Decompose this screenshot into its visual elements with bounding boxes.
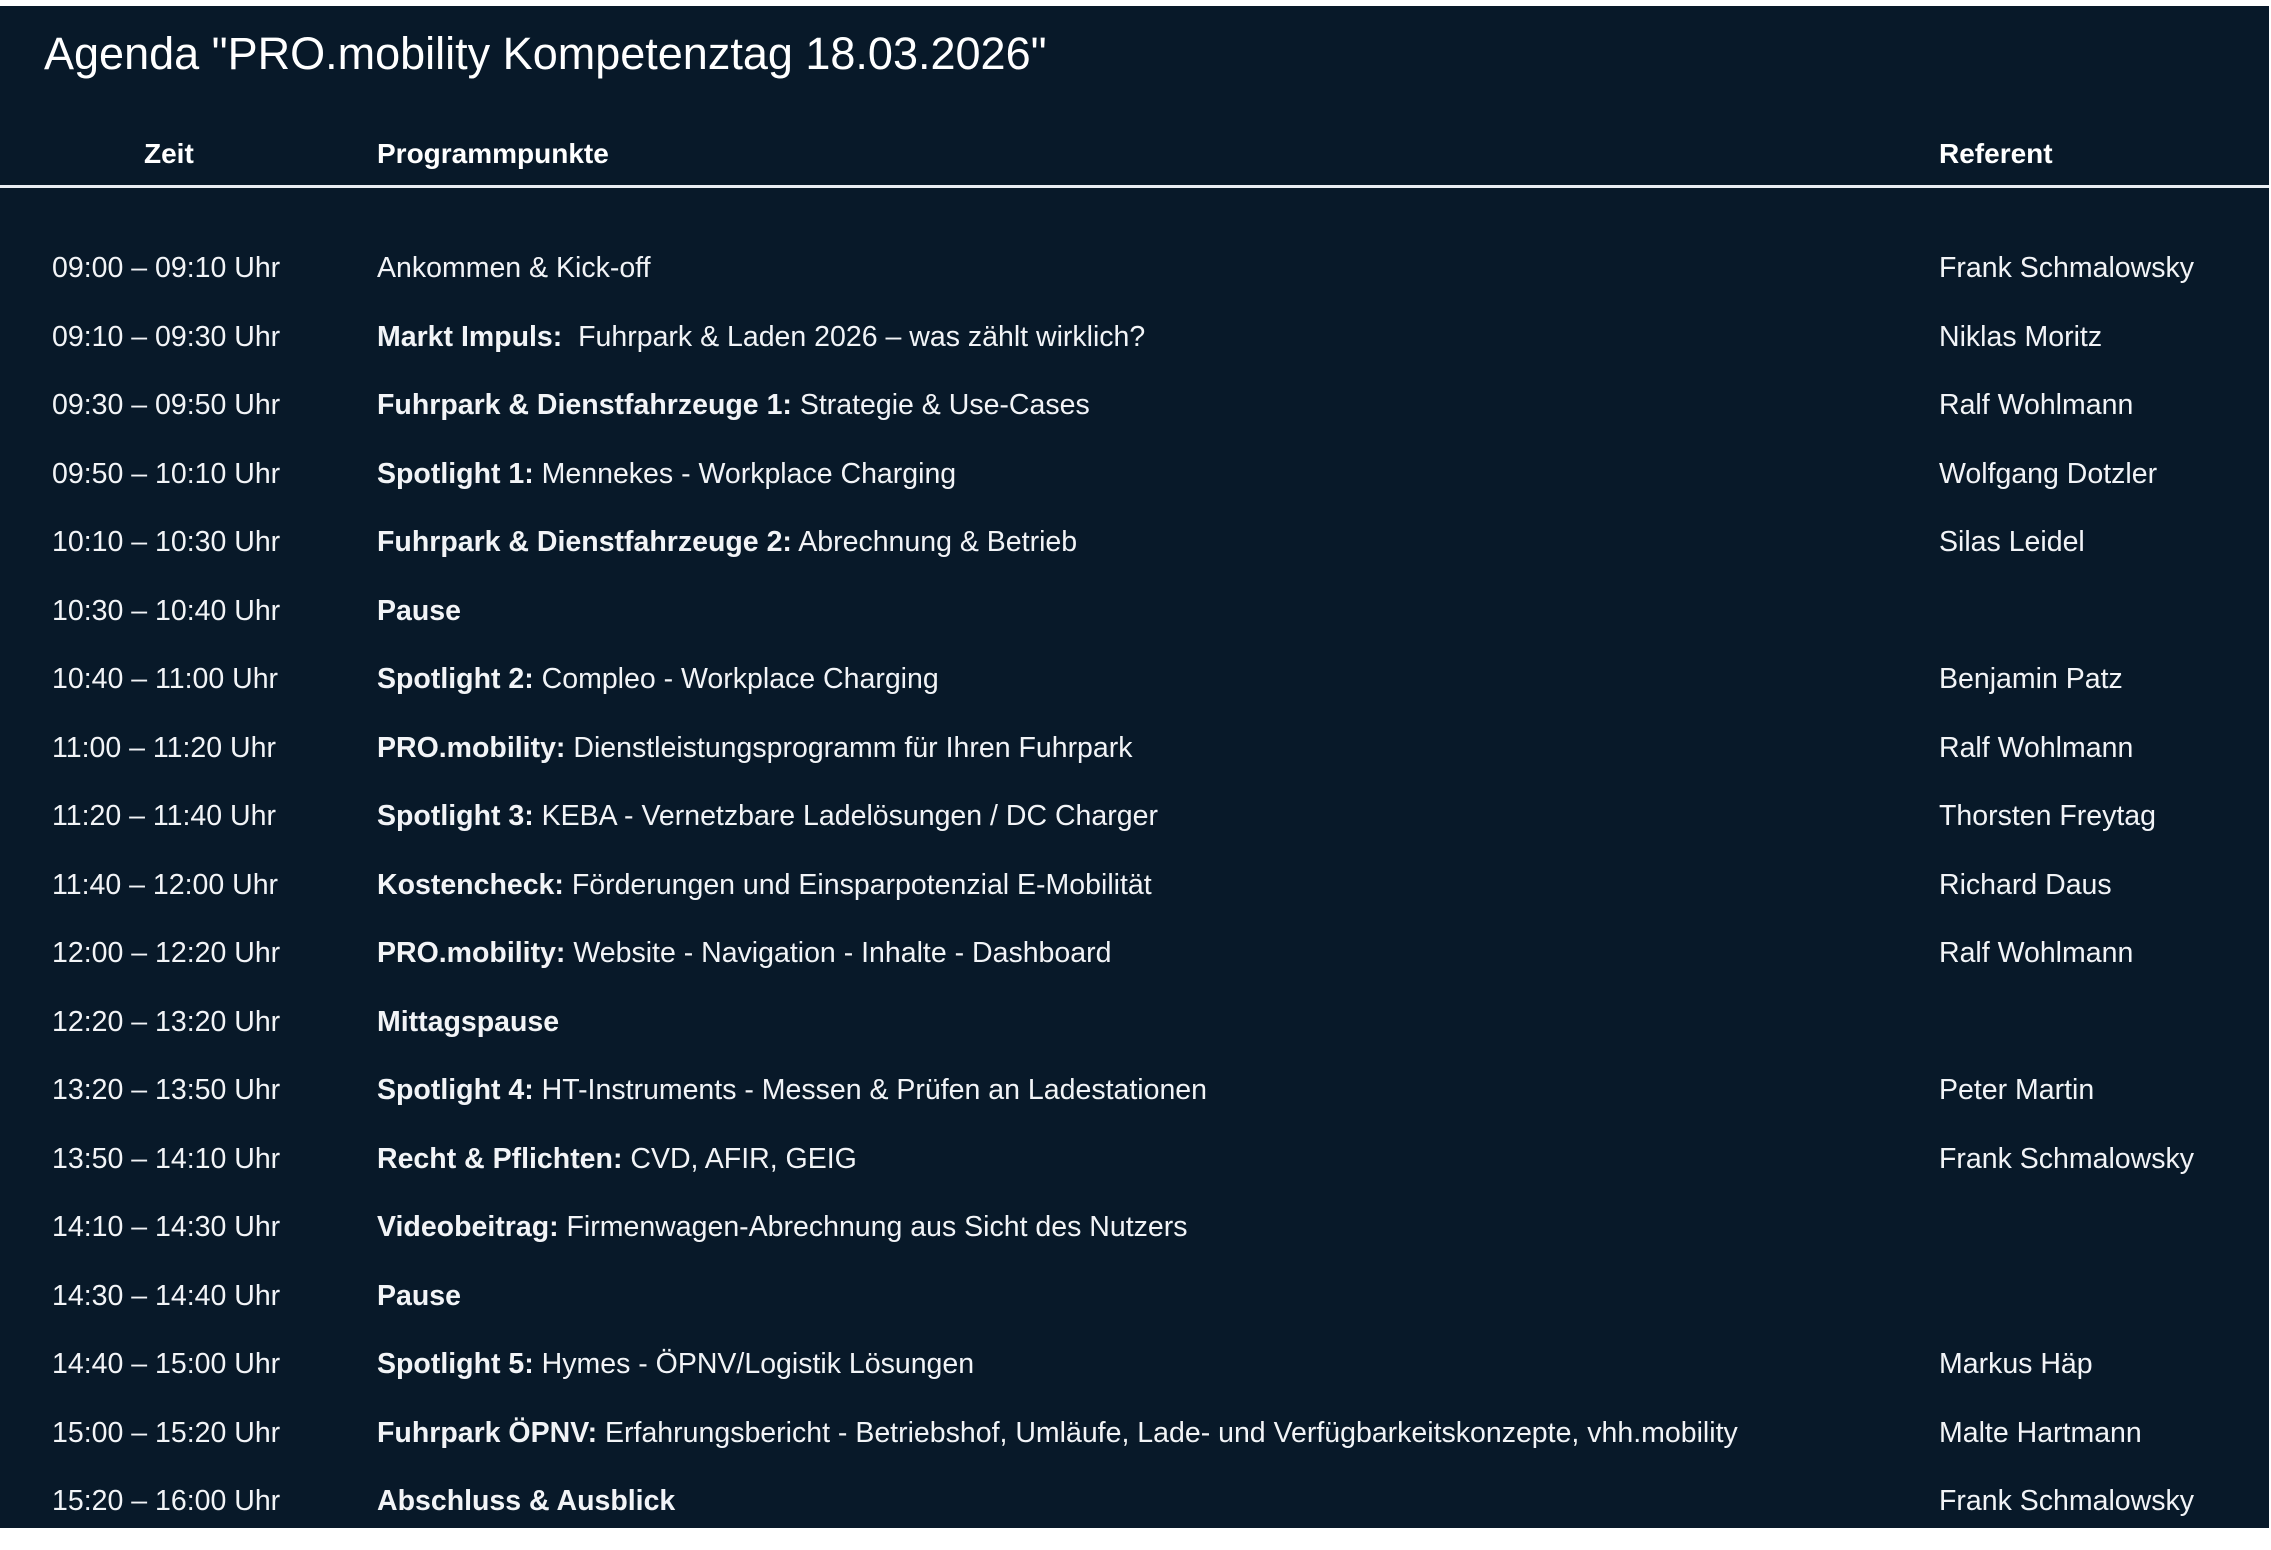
time-slot: 09:30 – 09:50 Uhr xyxy=(52,389,281,421)
header-divider xyxy=(0,185,2269,188)
program-item xyxy=(377,1481,675,1521)
program-item-heading: Mittagspause xyxy=(377,1005,560,1038)
speaker-name: Ralf Wohlmann xyxy=(1939,937,2134,969)
program-item-heading: Spotlight 4: xyxy=(377,1074,534,1106)
agenda-row xyxy=(0,385,2269,454)
agenda-row xyxy=(0,933,2269,1002)
program-item-description: Hymes - ÖPNV/Logistik Lösungen xyxy=(533,1348,975,1380)
program-item-description: Abrechnung & Betrieb xyxy=(791,526,1078,558)
column-header-time: Zeit xyxy=(144,138,194,169)
column-header-speaker: Referent xyxy=(1939,138,2053,169)
speaker-name: Benjamin Patz xyxy=(1939,663,2123,695)
program-item xyxy=(377,1276,461,1316)
program-item-heading: Abschluss & Ausblick xyxy=(377,1485,676,1517)
table-header xyxy=(0,134,2269,174)
speaker-name: Thorsten Freytag xyxy=(1939,800,2157,832)
time-slot: 11:40 – 12:00 Uhr xyxy=(52,868,279,901)
program-item xyxy=(377,933,1111,973)
time-slot: 09:10 – 09:30 Uhr xyxy=(52,320,281,353)
time-slot: 10:10 – 10:30 Uhr xyxy=(52,526,281,558)
program-item-heading: Fuhrpark & Dienstfahrzeuge 2: xyxy=(377,526,792,558)
program-item xyxy=(377,1139,857,1179)
program-item-heading: Markt Impuls: xyxy=(377,320,563,353)
program-item-description: Dienstleistungsprogramm für Ihren Fuhrpark xyxy=(565,731,1133,764)
program-item-description: Mennekes - Workplace Charging xyxy=(533,457,957,490)
speaker-name: Frank Schmalowsky xyxy=(1939,1142,2194,1175)
program-item xyxy=(377,659,939,699)
agenda-title: Agenda "PRO.mobility Kompetenztag 18.03.2026" xyxy=(44,28,1047,79)
time-slot: 10:40 – 11:00 Uhr xyxy=(52,663,279,695)
time-slot: 13:50 – 14:10 Uhr xyxy=(52,1142,281,1175)
program-item-heading: Pause xyxy=(377,594,461,627)
speaker-name: Markus Häp xyxy=(1939,1348,2093,1380)
agenda-row xyxy=(0,591,2269,660)
agenda-row xyxy=(0,1070,2269,1139)
program-item xyxy=(377,591,461,631)
speaker-name: Ralf Wohlmann xyxy=(1939,389,2134,421)
speaker-name: Malte Hartmann xyxy=(1939,1416,2142,1449)
program-item xyxy=(377,454,956,494)
program-item-description: Erfahrungsbericht - Betriebshof, Umläufe, Lade- und Verfügbarkeitskonzepte, vhh.mobility xyxy=(597,1416,1738,1449)
program-item-heading: Spotlight 1: xyxy=(377,457,534,490)
agenda-rows xyxy=(0,248,2269,1550)
program-item-heading: Pause xyxy=(377,1279,461,1312)
program-item-description: CVD, AFIR, GEIG xyxy=(622,1142,857,1175)
column-header-program: Programmpunkte xyxy=(377,138,609,169)
agenda-row xyxy=(0,728,2269,797)
program-item xyxy=(377,1344,974,1384)
agenda-row xyxy=(0,1413,2269,1482)
agenda-row xyxy=(0,1481,2269,1550)
program-item xyxy=(377,1413,1738,1453)
agenda-panel xyxy=(0,6,2269,1528)
program-item xyxy=(377,1207,1188,1247)
program-item xyxy=(377,865,1152,905)
program-item-description: Strategie & Use-Cases xyxy=(791,389,1090,421)
agenda-row xyxy=(0,522,2269,591)
agenda-row xyxy=(0,1276,2269,1345)
program-item-description: KEBA - Vernetzbare Ladelösungen / DC Charger xyxy=(533,800,1158,832)
program-item-heading: Spotlight 2: xyxy=(377,663,534,695)
program-item xyxy=(377,1070,1207,1110)
agenda-row xyxy=(0,317,2269,386)
program-item xyxy=(377,385,1090,425)
speaker-name: Ralf Wohlmann xyxy=(1939,731,2134,764)
speaker-name: Wolfgang Dotzler xyxy=(1939,457,2158,490)
program-item-description: HT-Instruments - Messen & Prüfen an Ladestationen xyxy=(533,1074,1207,1106)
time-slot: 11:00 – 11:20 Uhr xyxy=(52,731,276,764)
program-item-description: Fuhrpark & Laden 2026 – was zählt wirklich? xyxy=(562,320,1146,353)
agenda-row xyxy=(0,1139,2269,1208)
program-item-heading: Fuhrpark ÖPNV: xyxy=(377,1416,598,1449)
time-slot: 10:30 – 10:40 Uhr xyxy=(52,594,281,627)
time-slot: 14:40 – 15:00 Uhr xyxy=(52,1348,281,1380)
program-item-heading: Spotlight 5: xyxy=(377,1348,534,1380)
program-item-heading: Kostencheck: xyxy=(377,868,564,901)
time-slot: 14:30 – 14:40 Uhr xyxy=(52,1279,281,1312)
program-item-description: Ankommen & Kick-off xyxy=(377,252,651,284)
agenda-row xyxy=(0,454,2269,523)
time-slot: 15:00 – 15:20 Uhr xyxy=(52,1416,281,1449)
program-item xyxy=(377,317,1145,357)
program-item-description: Förderungen und Einsparpotenzial E-Mobilität xyxy=(563,868,1152,901)
program-item-heading: PRO.mobility: xyxy=(377,731,566,764)
speaker-name: Niklas Moritz xyxy=(1939,320,2103,353)
program-item xyxy=(377,1002,559,1042)
time-slot: 11:20 – 11:40 Uhr xyxy=(52,800,276,832)
time-slot: 09:00 – 09:10 Uhr xyxy=(52,252,281,284)
time-slot: 14:10 – 14:30 Uhr xyxy=(52,1211,281,1243)
program-item-heading: Recht & Pflichten: xyxy=(377,1142,623,1175)
speaker-name: Peter Martin xyxy=(1939,1074,2095,1106)
time-slot: 09:50 – 10:10 Uhr xyxy=(52,457,281,490)
time-slot: 15:20 – 16:00 Uhr xyxy=(52,1485,281,1517)
agenda-row xyxy=(0,1207,2269,1276)
speaker-name: Frank Schmalowsky xyxy=(1939,1485,2194,1517)
time-slot: 12:00 – 12:20 Uhr xyxy=(52,937,281,969)
speaker-name: Richard Daus xyxy=(1939,868,2112,901)
program-item-heading: Fuhrpark & Dienstfahrzeuge 1: xyxy=(377,389,792,421)
program-item-description: Compleo - Workplace Charging xyxy=(533,663,939,695)
program-item-heading: Spotlight 3: xyxy=(377,800,534,832)
agenda-row xyxy=(0,1344,2269,1413)
program-item xyxy=(377,728,1133,768)
agenda-row xyxy=(0,1002,2269,1071)
program-item xyxy=(377,796,1158,836)
agenda-row xyxy=(0,796,2269,865)
time-slot: 12:20 – 13:20 Uhr xyxy=(52,1005,281,1038)
agenda-row xyxy=(0,865,2269,934)
program-item-heading: PRO.mobility: xyxy=(377,937,566,969)
program-item-description: Firmenwagen-Abrechnung aus Sicht des Nutzers xyxy=(558,1211,1188,1243)
agenda-row xyxy=(0,659,2269,728)
program-item-heading: Videobeitrag: xyxy=(377,1211,559,1243)
agenda-row xyxy=(0,248,2269,317)
speaker-name: Frank Schmalowsky xyxy=(1939,252,2194,284)
program-item-description: Website - Navigation - Inhalte - Dashboard xyxy=(565,937,1112,969)
time-slot: 13:20 – 13:50 Uhr xyxy=(52,1074,281,1106)
program-item xyxy=(377,248,651,288)
speaker-name: Silas Leidel xyxy=(1939,526,2085,558)
program-item xyxy=(377,522,1077,562)
